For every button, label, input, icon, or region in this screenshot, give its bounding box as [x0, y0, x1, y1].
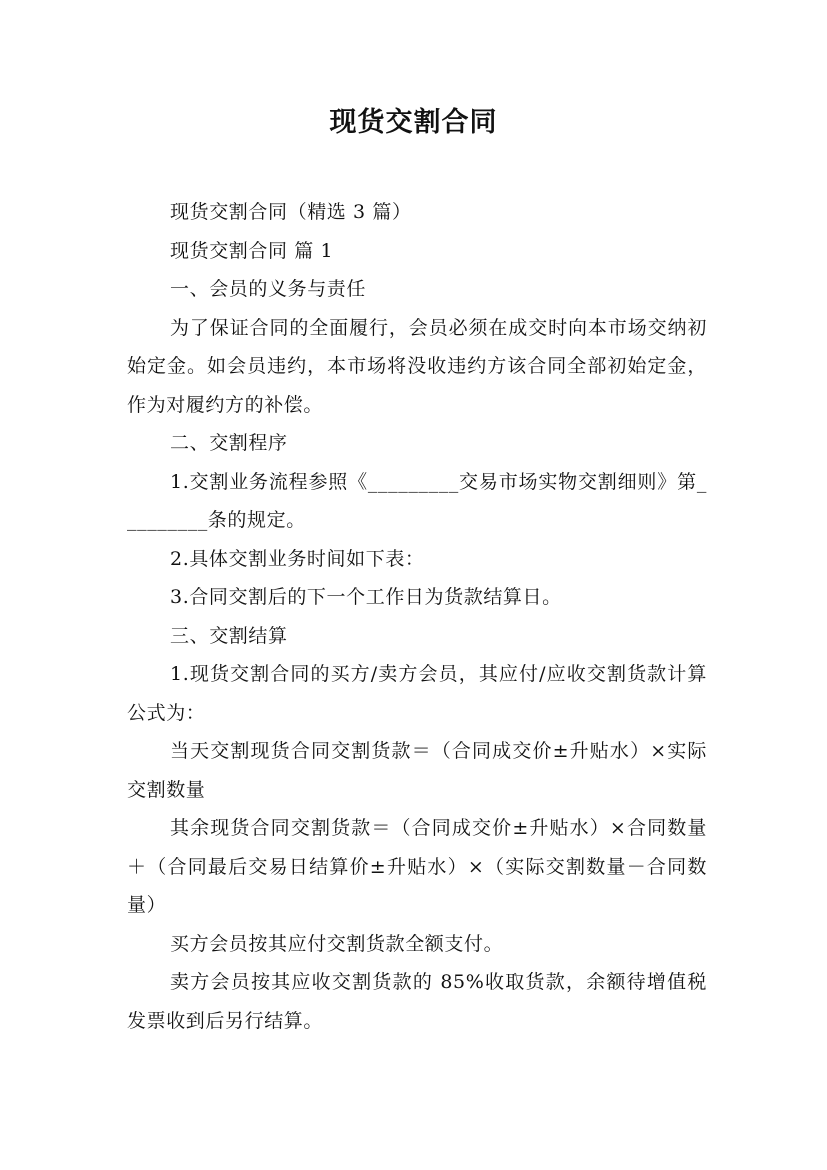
paragraph-formula-2: 其余现货合同交割货款＝（合同成交价±升贴水）×合同数量＋（合同最后交易日结算价±升贴水）×（实际交割数量－合同数量）	[127, 817, 707, 916]
paragraph-procedure-3: 3.合同交割后的下一个工作日为货款结算日。	[170, 586, 562, 608]
paragraph-settlement-1: 1.现货交割合同的买方/卖方会员，其应付/应收交割货款计算公式为：	[127, 663, 707, 724]
section-heading-2: 二、交割程序	[170, 432, 288, 454]
paragraph-formula-1: 当天交割现货合同交割货款＝（合同成交价±升贴水）×实际交割数量	[127, 740, 707, 801]
document-body	[127, 193, 707, 1040]
section-heading-1: 一、会员的义务与责任	[170, 278, 367, 300]
paragraph-obligations: 为了保证合同的全面履行，会员必须在成交时向本市场交纳初始定金。如会员违约，本市场将没收违约方该合同全部初始定金，作为对履约方的补偿。	[127, 316, 707, 416]
document-title: 现货交割合同	[329, 107, 498, 138]
paragraph-procedure-2: 2.具体交割业务时间如下表：	[170, 547, 425, 570]
paragraph-buyer-payment: 买方会员按其应付交割货款全额支付。	[170, 932, 504, 955]
paragraph-part-heading: 现货交割合同 篇 1	[170, 239, 334, 262]
paragraph-procedure-1: 1.交割业务流程参照《_________交易市场实物交割细则》第_________条的规定。	[127, 470, 707, 531]
paragraph-subtitle: 现货交割合同（精选 3 篇）	[170, 201, 412, 223]
section-heading-3: 三、交割结算	[170, 624, 288, 647]
paragraph-seller-payment: 卖方会员按其应收交割货款的 85%收取货款，余额待增值税发票收到后另行结算。	[127, 971, 707, 1032]
